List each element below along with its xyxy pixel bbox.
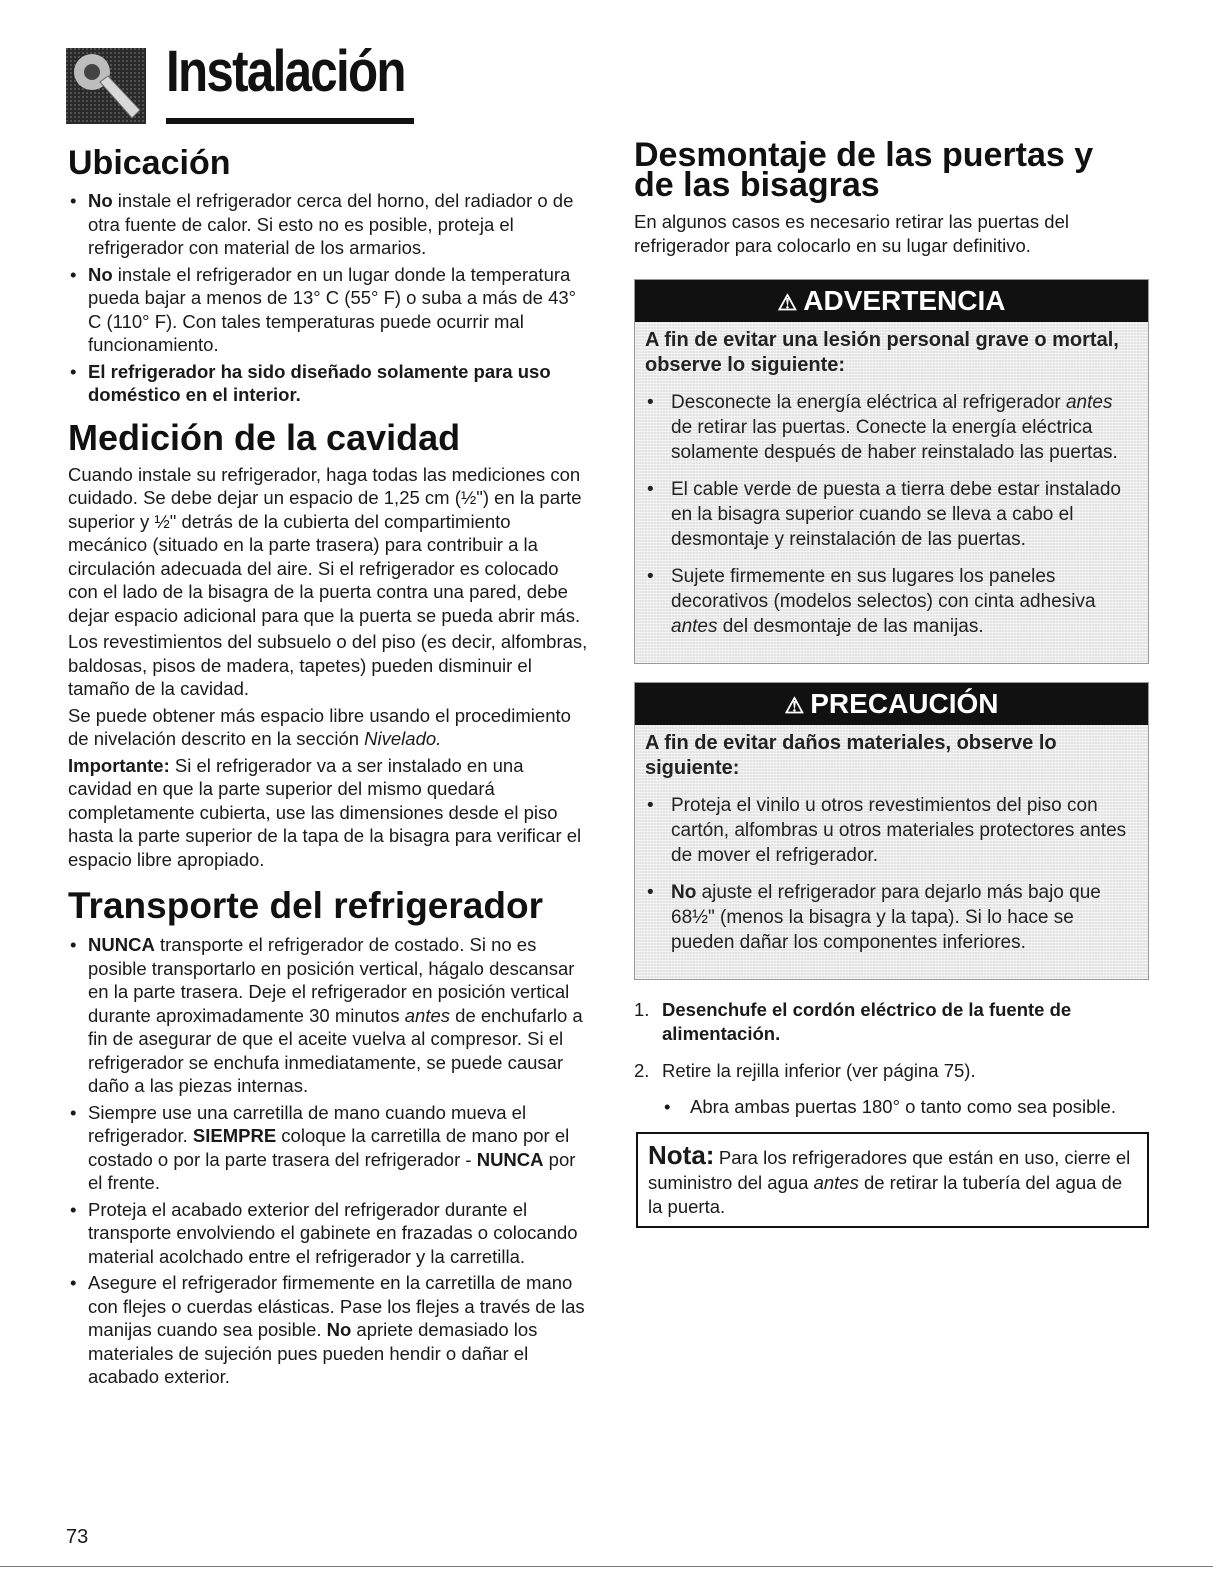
step-item: 1. Desenchufe el cordón eléctrico de la fuente de alimentación. [634,999,1072,1044]
warning-triangle-icon: ⚠ [777,290,798,315]
list-item: • El cable verde de puesta a tierra debe estar instalado en la bisagra superior cuando se lleva a cabo el desmontaje y reinstalación de las puertas. [645,477,1136,552]
caution-header: ⚠ PRECAUCIÓN [635,683,1148,725]
title-underline [166,118,414,124]
paragraph: Cuando instale su refrigerador, haga todas las mediciones con cuidado. Se debe dejar un espacio de 1,25 cm (½") en la parte superior y ½" detrás de la cubierta del compartimiento mecánico (situado en la parte trasera) para contribuir a la circulación adecuada del aire. Si el refrigerador es colocado con el lado de la bisagra de la puerta contra una pared, debe dejar espacio adicional para que la puerta se pueda abrir más. [68,463,582,626]
footer-divider [0,1566,1213,1567]
page-header [66,40,426,130]
wrench-icon [66,48,146,124]
note-label: Nota: [648,1140,715,1170]
page-title: Instalación [166,39,405,104]
caution-box [634,682,1149,980]
warning-header: ⚠ ADVERTENCIA [635,280,1148,322]
list-item: • Proteja el vinilo u otros revestimientos del piso con cartón, alfombras u otros materiales protectores antes de mover el refrigerador. [645,793,1136,868]
paragraph: Los revestimientos del subsuelo o del piso (es decir, alfombras, baldosas, pisos de madera, tapetes) pueden disminuir el tamaño de la cavidad. [68,631,588,699]
caution-intro: A fin de evitar daños materiales, observe lo siguiente: [645,732,1057,779]
list-item: • Desconecte la energía eléctrica al refrigerador antes de retirar las puertas. Conecte la energía eléctrica solamente después de haber reinstalado las puertas. [645,390,1136,465]
list-item: • No instale el refrigerador en un lugar donde la temperatura pueda bajar a menos de 13° C (55° F) o suba a más de 43° C (110° F). Con tales temperaturas puede ocurrir mal funcionamiento. [68,263,588,357]
note-box [636,1132,1149,1228]
list-item: • El refrigerador ha sido diseñado solamente para uso doméstico en el interior. [68,360,588,407]
note-text: Para los refrigeradores que están en uso, cierre el suministro del agua antes de retirar la tubería del agua de la puerta. [648,1147,1131,1217]
section-title-ubicacion: Ubicación [68,144,231,182]
list-item: • Asegure el refrigerador firmemente en la carretilla de mano con flejes o cuerdas elásticas. Pase los flejes a través de las manijas cuando sea posible. No apriete demasiado los materiales de sujeción pues pueden hendir o dañar el acabado exterior. [68,1271,588,1389]
paragraph: Importante: Si el refrigerador va a ser instalado en una cavidad en que la parte superior del mismo quedará completamente cubierta, use las dimensiones desde el piso hasta la parte superior de la tapa de la bisagra para verificar el espacio libre apropiado. [68,754,582,870]
left-column [68,140,588,1392]
section-title-desmontaje: Desmontaje de las puertas y de las bisagras [634,136,1094,204]
paragraph: Se puede obtener más espacio libre usando el procedimiento de nivelación descrito en la sección Nivelado. [68,704,571,749]
warning-intro: A fin de evitar una lesión personal grave o mortal, observe lo siguiente: [645,329,1119,376]
section-title-medicion: Medición de la cavidad [68,416,461,458]
list-item: • NUNCA transporte el refrigerador de costado. Si no es posible transportarlo en posición vertical, hágalo descansar en la parte trasera. Deje el refrigerador en posición vertical durante aproximadamente 30 minutos antes de enchufarlo a fin de asegurar de que el aceite vuelva al compresor. Si el refrigerador se enchufa inmediatamente, se puede causar daño a las piezas internas. [68,933,588,1098]
list-item: • No instale el refrigerador cerca del horno, del radiador o de otra fuente de calor. Si esto no es posible, proteja el refrigerador con material de los armarios. [68,189,588,260]
page-number: 73 [66,1526,89,1548]
ubicacion-list [68,189,588,407]
steps-list [634,998,1149,1118]
warning-box [634,279,1149,664]
warning-triangle-icon: ⚠ [784,693,805,718]
paragraph: En algunos casos es necesario retirar las puertas del refrigerador para colocarlo en su lugar definitivo. [634,211,1069,256]
list-item: • Sujete firmemente en sus lugares los paneles decorativos (modelos selectos) con cinta adhesiva antes del desmontaje de las manijas. [645,564,1136,639]
transporte-list [68,933,588,1389]
list-item: • Proteja el acabado exterior del refrigerador durante el transporte envolviendo el gabinete en frazadas o colocando material acolchado entre el refrigerador y la carretilla. [68,1198,588,1269]
list-item: • Siempre use una carretilla de mano cuando mueva el refrigerador. SIEMPRE coloque la carretilla de mano por el costado o por la parte trasera del refrigerador - NUNCA por el frente. [68,1101,588,1195]
list-item: • Abra ambas puertas 180° o tanto como sea posible. [662,1095,1149,1119]
step-item: 2. Retire la rejilla inferior (ver página 75). • Abra ambas puertas 180° o tanto como sea posible. [634,1059,1149,1118]
section-title-transporte: Transporte del refrigerador [68,885,543,926]
right-column [634,136,1149,1228]
list-item: • No ajuste el refrigerador para dejarlo más bajo que 68½" (menos la bisagra y la tapa). Si lo hace se pueden dañar los componentes inferiores. [645,880,1136,955]
